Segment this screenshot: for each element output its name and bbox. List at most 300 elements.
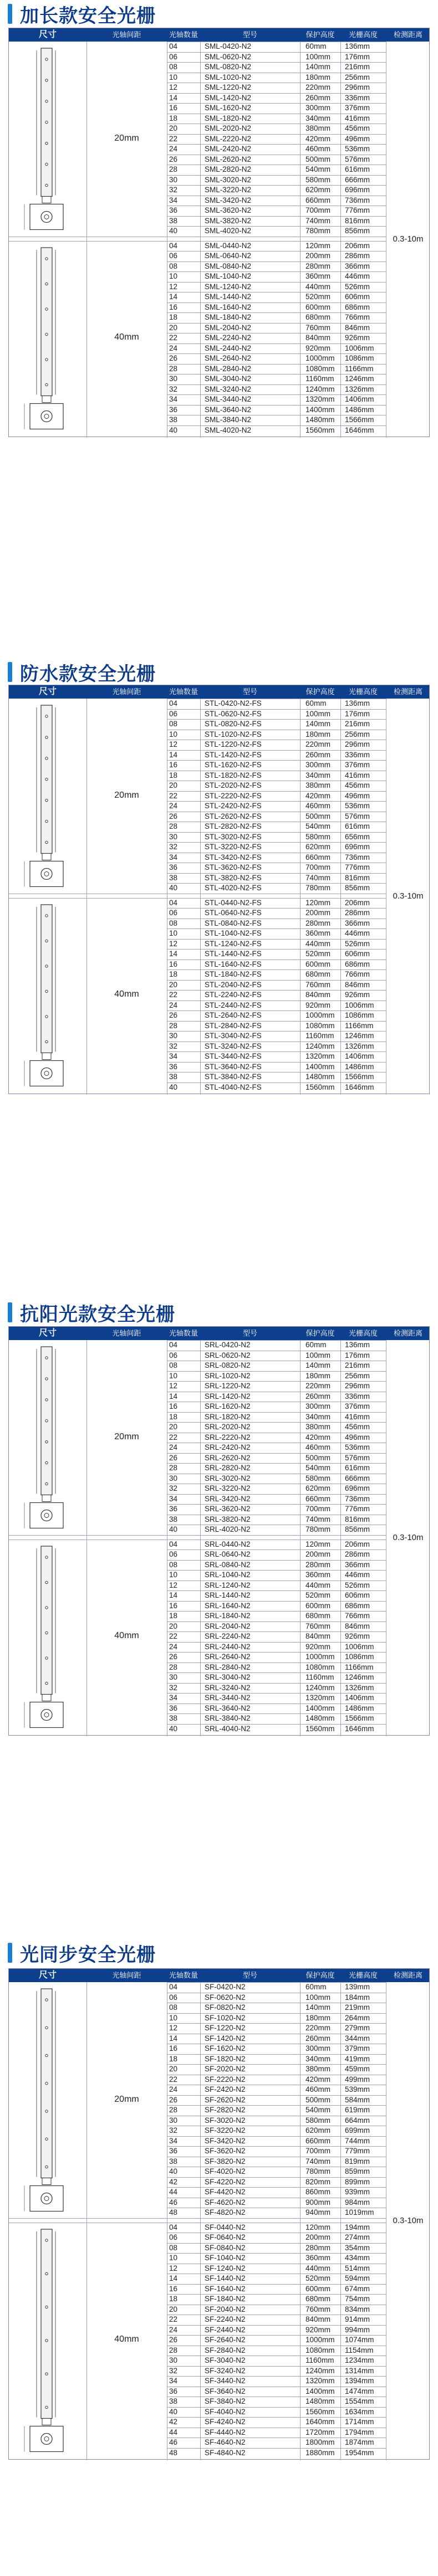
cell-total-height: 1246mm [345, 1673, 374, 1681]
cell-axis-count: 12 [169, 939, 178, 948]
cell-protect-height: 360mm [305, 1571, 331, 1579]
cell-model: STL-3640-N2-FS [205, 1062, 262, 1071]
cell-protect-height: 920mm [305, 1000, 331, 1009]
cell-total-height: 1154mm [345, 2346, 374, 2354]
cell-axis-count: 44 [169, 2428, 178, 2436]
cell-total-height: 296mm [345, 1382, 370, 1390]
cell-total-height: 616mm [345, 165, 370, 173]
cell-model: SML-0440-N2 [205, 241, 252, 250]
cell-axis-count: 16 [169, 302, 178, 311]
cell-axis-count: 34 [169, 1052, 178, 1060]
cell-model: SF-2220-N2 [205, 2075, 246, 2084]
cell-total-height: 1326mm [345, 1683, 374, 1692]
cell-axis-count: 36 [169, 2387, 178, 2395]
header-range: 检测距离 [393, 30, 422, 39]
cell-protect-height: 280mm [305, 2243, 331, 2252]
cell-model: STL-1040-N2-FS [205, 929, 262, 937]
cell-axis-count: 22 [169, 791, 178, 800]
header-range: 检测距离 [393, 1329, 422, 1337]
cell-axis-count: 08 [169, 720, 178, 728]
cell-model: SML-4020-N2 [205, 425, 252, 434]
cell-protect-height: 1320mm [305, 395, 335, 403]
cell-axis-count: 40 [169, 1525, 178, 1533]
cell-axis-count: 34 [169, 1694, 178, 1702]
cell-total-height: 984mm [345, 2198, 370, 2206]
cell-protect-height: 660mm [305, 196, 331, 204]
cell-protect-height: 420mm [305, 134, 331, 143]
table-row [9, 2064, 430, 2074]
cell-protect-height: 300mm [305, 1402, 331, 1410]
cell-protect-height: 120mm [305, 241, 331, 250]
cell-axis-count: 20 [169, 1621, 178, 1630]
cell-model: SML-3420-N2 [205, 196, 252, 204]
cell-model: STL-3440-N2-FS [205, 1052, 262, 1060]
cell-axis-count: 10 [169, 73, 178, 81]
cell-model: SF-3420-N2 [205, 2136, 246, 2145]
cell-axis-count: 12 [169, 282, 178, 291]
cell-model: SML-4020-N2 [205, 227, 252, 235]
cell-protect-height: 220mm [305, 740, 331, 748]
cell-total-height: 366mm [345, 261, 370, 270]
cell-total-height: 1246mm [345, 374, 374, 383]
cell-total-height: 686mm [345, 302, 370, 311]
cell-model: STL-3620-N2-FS [205, 863, 262, 871]
cell-protect-height: 1080mm [305, 364, 335, 373]
table-row [9, 2294, 430, 2304]
table-row [9, 2264, 430, 2274]
cell-model: SF-4420-N2 [205, 2188, 246, 2196]
cell-axis-count: 20 [169, 2305, 178, 2313]
table-row [9, 1041, 430, 1051]
pitch-label: 20mm [114, 133, 139, 143]
table-row [9, 898, 430, 908]
cell-protect-height: 60mm [305, 1341, 327, 1349]
cell-model: SML-1420-N2 [205, 93, 252, 102]
spec-table [8, 1326, 430, 1736]
table-row [9, 750, 430, 760]
cell-axis-count: 16 [169, 959, 178, 968]
cell-total-height: 256mm [345, 1371, 370, 1380]
cell-protect-height: 60mm [305, 699, 327, 707]
cell-model: SF-1440-N2 [205, 2274, 246, 2282]
cell-model: SRL-2220-N2 [205, 1433, 251, 1441]
table-row [9, 873, 430, 883]
cell-axis-count: 40 [169, 1724, 178, 1733]
header-count: 光轴数量 [169, 1971, 198, 1979]
cell-model: SRL-3020-N2 [205, 1474, 251, 1482]
table-row [9, 1494, 430, 1504]
cell-axis-count: 38 [169, 216, 178, 225]
table-row [9, 1422, 430, 1432]
table-row [9, 1683, 430, 1693]
table-row [9, 1412, 430, 1422]
cell-total-height: 176mm [345, 709, 370, 718]
cell-protect-height: 540mm [305, 2106, 331, 2114]
cell-protect-height: 660mm [305, 853, 331, 861]
cell-axis-count: 24 [169, 1642, 178, 1651]
cell-total-height: 274mm [345, 2233, 370, 2241]
cell-protect-height: 1080mm [305, 1662, 335, 1671]
cell-total-height: 1486mm [345, 1062, 374, 1071]
cell-total-height: 256mm [345, 730, 370, 738]
table-row [9, 2407, 430, 2417]
cell-model: SRL-3840-N2 [205, 1714, 251, 1722]
header-protect-height: 保护高度 [305, 30, 335, 39]
cell-protect-height: 620mm [305, 843, 331, 851]
table-row [9, 1031, 430, 1041]
cell-protect-height: 1800mm [305, 2438, 335, 2446]
cell-total-height: 666mm [345, 175, 370, 184]
cell-model: SRL-3820-N2 [205, 1515, 251, 1523]
section-title [8, 1299, 175, 1326]
cell-protect-height: 140mm [305, 63, 331, 71]
cell-total-height: 914mm [345, 2315, 370, 2323]
cell-axis-count: 04 [169, 1540, 178, 1548]
cell-model: SF-2620-N2 [205, 2095, 246, 2104]
cell-protect-height: 380mm [305, 124, 331, 132]
cell-total-height: 834mm [345, 2305, 370, 2313]
header-size: 尺寸 [38, 687, 57, 696]
pitch-label: 40mm [114, 2334, 139, 2344]
cell-model: SML-3640-N2 [205, 405, 252, 414]
cell-protect-height: 740mm [305, 216, 331, 225]
cell-protect-height: 540mm [305, 822, 331, 830]
cell-model: STL-0840-N2-FS [205, 918, 262, 927]
cell-model: SML-2620-N2 [205, 155, 252, 163]
cell-model: SF-2420-N2 [205, 2085, 246, 2093]
cell-model: SF-3620-N2 [205, 2147, 246, 2155]
cell-axis-count: 04 [169, 2223, 178, 2231]
cell-total-height: 1714mm [345, 2418, 374, 2426]
cell-protect-height: 1560mm [305, 1724, 335, 1733]
cell-model: SF-4220-N2 [205, 2177, 246, 2186]
title-accent-bar [8, 4, 12, 24]
table-header [9, 28, 429, 42]
cell-axis-count: 12 [169, 83, 178, 91]
cell-model: STL-0640-N2-FS [205, 909, 262, 917]
cell-protect-height: 500mm [305, 155, 331, 163]
table-row [9, 251, 430, 261]
cell-total-height: 584mm [345, 2095, 370, 2104]
cell-model: STL-0620-N2-FS [205, 709, 262, 718]
cell-axis-count: 20 [169, 1423, 178, 1431]
table-row [9, 83, 430, 93]
cell-total-height: 1086mm [345, 1011, 374, 1019]
cell-total-height: 656mm [345, 832, 370, 841]
cell-axis-count: 04 [169, 1983, 178, 1991]
cell-model: SF-1240-N2 [205, 2264, 246, 2272]
cell-protect-height: 1000mm [305, 1011, 335, 1019]
cell-axis-count: 10 [169, 929, 178, 937]
cell-protect-height: 260mm [305, 750, 331, 759]
cell-axis-count: 24 [169, 1000, 178, 1009]
cell-total-height: 416mm [345, 771, 370, 779]
table-row [9, 801, 430, 811]
cell-axis-count: 24 [169, 145, 178, 153]
cell-axis-count: 30 [169, 1673, 178, 1681]
cell-protect-height: 760mm [305, 1621, 331, 1630]
cell-protect-height: 1560mm [305, 1082, 335, 1091]
cell-total-height: 496mm [345, 134, 370, 143]
header-pitch: 光轴间距 [112, 687, 141, 696]
cell-model: SRL-1220-N2 [205, 1382, 251, 1390]
cell-model: SML-2220-N2 [205, 134, 252, 143]
cell-axis-count: 04 [169, 42, 178, 50]
cell-axis-count: 32 [169, 1683, 178, 1692]
table-row [9, 918, 430, 928]
cell-axis-count: 08 [169, 918, 178, 927]
cell-model: SRL-3240-N2 [205, 1683, 251, 1692]
cell-model: STL-1640-N2-FS [205, 959, 262, 968]
cell-model: SML-3020-N2 [205, 175, 252, 184]
cell-axis-count: 18 [169, 2054, 178, 2063]
cell-total-height: 296mm [345, 740, 370, 748]
cell-axis-count: 36 [169, 1062, 178, 1071]
cell-model: SF-2640-N2 [205, 2336, 246, 2344]
cell-model: SML-2040-N2 [205, 323, 252, 332]
table-row [9, 2335, 430, 2345]
table-row [9, 1611, 430, 1621]
cell-model: SRL-3420-N2 [205, 1494, 251, 1503]
cell-total-height: 416mm [345, 1412, 370, 1421]
cell-model: SRL-3440-N2 [205, 1694, 251, 1702]
pitch-label: 20mm [114, 790, 139, 800]
cell-total-height: 366mm [345, 918, 370, 927]
table-row [9, 1515, 430, 1525]
table-row [9, 2376, 430, 2386]
cell-protect-height: 420mm [305, 791, 331, 800]
cell-total-height: 456mm [345, 781, 370, 789]
cell-total-height: 219mm [345, 2003, 370, 2011]
cell-protect-height: 380mm [305, 781, 331, 789]
cell-model: SRL-4020-N2 [205, 1525, 251, 1533]
cell-protect-height: 440mm [305, 2264, 331, 2272]
cell-total-height: 446mm [345, 272, 370, 280]
table-row [9, 771, 430, 781]
cell-total-height: 376mm [345, 761, 370, 769]
header-count: 光轴数量 [169, 30, 198, 39]
cell-total-height: 1794mm [345, 2428, 374, 2436]
header-protect-height: 保护高度 [305, 1971, 335, 1979]
cell-total-height: 434mm [345, 2254, 370, 2262]
cell-protect-height: 740mm [305, 873, 331, 882]
table-row [9, 719, 430, 729]
cell-model: SRL-1620-N2 [205, 1402, 251, 1410]
cell-total-height: 536mm [345, 145, 370, 153]
cell-axis-count: 14 [169, 2274, 178, 2282]
cell-axis-count: 18 [169, 1412, 178, 1421]
cell-protect-height: 120mm [305, 898, 331, 907]
cell-total-height: 1406mm [345, 1694, 374, 1702]
cell-protect-height: 180mm [305, 73, 331, 81]
cell-axis-count: 32 [169, 843, 178, 851]
table-row [9, 1453, 430, 1463]
cell-axis-count: 06 [169, 1351, 178, 1359]
cell-model: STL-2640-N2-FS [205, 1011, 262, 1019]
cell-protect-height: 1080mm [305, 2346, 335, 2354]
table-row [9, 103, 430, 113]
cell-total-height: 1874mm [345, 2438, 374, 2446]
cell-axis-count: 24 [169, 2085, 178, 2093]
cell-model: SML-0620-N2 [205, 52, 252, 61]
cell-protect-height: 60mm [305, 42, 327, 50]
cell-protect-height: 180mm [305, 1371, 331, 1380]
table-row [9, 1351, 430, 1361]
cell-total-height: 1074mm [345, 2336, 374, 2344]
table-row [9, 261, 430, 271]
cell-total-height: 674mm [345, 2284, 370, 2293]
cell-model: SF-3240-N2 [205, 2366, 246, 2375]
cell-protect-height: 420mm [305, 2075, 331, 2084]
cell-axis-count: 14 [169, 950, 178, 958]
cell-total-height: 899mm [345, 2177, 370, 2186]
cell-protect-height: 100mm [305, 1993, 331, 2002]
cell-protect-height: 500mm [305, 812, 331, 820]
header-model: 型号 [242, 1971, 257, 1979]
table-row [9, 374, 430, 384]
cell-axis-count: 10 [169, 1571, 178, 1579]
table-row [9, 2305, 430, 2315]
cell-protect-height: 180mm [305, 730, 331, 738]
table-row [9, 2315, 430, 2324]
cell-protect-height: 260mm [305, 1392, 331, 1400]
cell-protect-height: 340mm [305, 114, 331, 122]
cell-axis-count: 18 [169, 313, 178, 321]
cell-total-height: 1166mm [345, 1662, 374, 1671]
table-row [9, 1672, 430, 1682]
table-row [9, 196, 430, 206]
cell-model: STL-4020-N2-FS [205, 884, 262, 892]
cell-protect-height: 700mm [305, 206, 331, 214]
cell-model: SRL-1020-N2 [205, 1371, 251, 1380]
cell-total-height: 354mm [345, 2243, 370, 2252]
cell-model: SML-2020-N2 [205, 124, 252, 132]
cell-axis-count: 16 [169, 1601, 178, 1610]
table-row [9, 1361, 430, 1371]
cell-total-height: 286mm [345, 252, 370, 260]
cell-model: SRL-4040-N2 [205, 1724, 251, 1733]
cell-protect-height: 840mm [305, 2315, 331, 2323]
cell-axis-count: 36 [169, 206, 178, 214]
cell-total-height: 1246mm [345, 1032, 374, 1040]
cell-axis-count: 46 [169, 2198, 178, 2206]
header-model: 型号 [242, 1329, 257, 1337]
table-row [9, 1463, 430, 1473]
section-title [8, 1939, 156, 1967]
cell-axis-count: 22 [169, 2075, 178, 2084]
detection-range: 0.3-10m [393, 2215, 424, 2225]
cell-model: STL-2240-N2-FS [205, 991, 262, 999]
cell-model: SRL-3040-N2 [205, 1673, 251, 1681]
cell-model: SRL-0440-N2 [205, 1540, 251, 1548]
cell-total-height: 1019mm [345, 2208, 374, 2216]
table-row [9, 1621, 430, 1631]
table-row [9, 1381, 430, 1391]
cell-axis-count: 20 [169, 980, 178, 989]
cell-protect-height: 760mm [305, 323, 331, 332]
cell-protect-height: 840mm [305, 991, 331, 999]
cell-axis-count: 34 [169, 196, 178, 204]
cell-axis-count: 18 [169, 970, 178, 978]
cell-protect-height: 780mm [305, 884, 331, 892]
cell-protect-height: 820mm [305, 2177, 331, 2186]
table-row [9, 709, 430, 719]
cell-protect-height: 1000mm [305, 1653, 335, 1661]
cell-model: SF-2040-N2 [205, 2305, 246, 2313]
cell-total-height: 446mm [345, 929, 370, 937]
cell-model: SF-0640-N2 [205, 2233, 246, 2241]
cell-model: SF-3640-N2 [205, 2387, 246, 2395]
product-section [0, 1939, 438, 2576]
cell-model: STL-1240-N2-FS [205, 939, 262, 948]
cell-axis-count: 06 [169, 1550, 178, 1558]
cell-axis-count: 32 [169, 186, 178, 194]
cell-protect-height: 780mm [305, 2167, 331, 2175]
cell-protect-height: 1240mm [305, 1683, 335, 1692]
cell-axis-count: 30 [169, 2356, 178, 2364]
cell-total-height: 856mm [345, 884, 370, 892]
table-row [9, 144, 430, 154]
cell-axis-count: 30 [169, 1032, 178, 1040]
cell-axis-count: 42 [169, 2418, 178, 2426]
cell-protect-height: 140mm [305, 2003, 331, 2011]
header-count: 光轴数量 [169, 1329, 198, 1337]
table-row [9, 1402, 430, 1412]
cell-protect-height: 1560mm [305, 2407, 335, 2416]
cell-protect-height: 1240mm [305, 384, 335, 393]
cell-protect-height: 1320mm [305, 2377, 335, 2385]
cell-total-height: 606mm [345, 293, 370, 301]
header-pitch: 光轴间距 [112, 1329, 141, 1337]
cell-model: SF-2440-N2 [205, 2325, 246, 2334]
cell-protect-height: 700mm [305, 863, 331, 871]
table-row [9, 853, 430, 863]
cell-axis-count: 28 [169, 822, 178, 830]
cell-axis-count: 30 [169, 2116, 178, 2125]
cell-axis-count: 12 [169, 1382, 178, 1390]
table-row [9, 175, 430, 185]
cell-model: SML-2820-N2 [205, 165, 252, 173]
cell-protect-height: 300mm [305, 104, 331, 112]
cell-total-height: 926mm [345, 333, 370, 342]
table-row [9, 1993, 430, 2003]
cell-axis-count: 22 [169, 333, 178, 342]
cell-axis-count: 06 [169, 52, 178, 61]
cell-model: SF-4240-N2 [205, 2418, 246, 2426]
cell-protect-height: 840mm [305, 1632, 331, 1640]
cell-axis-count: 28 [169, 1662, 178, 1671]
cell-model: SF-0840-N2 [205, 2243, 246, 2252]
cell-model: STL-1820-N2-FS [205, 771, 262, 779]
table-row [9, 241, 430, 251]
cell-total-height: 926mm [345, 1632, 370, 1640]
cell-model: SML-1240-N2 [205, 282, 252, 291]
cell-total-height: 446mm [345, 1571, 370, 1579]
table-row [9, 863, 430, 873]
table-row [9, 2223, 430, 2233]
cell-total-height: 499mm [345, 2075, 370, 2084]
section-title [8, 658, 156, 686]
cell-model: SML-1040-N2 [205, 272, 252, 280]
cell-model: SML-3040-N2 [205, 374, 252, 383]
cell-total-height: 536mm [345, 802, 370, 810]
table-row [9, 353, 430, 363]
table-row [9, 1010, 430, 1020]
cell-axis-count: 28 [169, 364, 178, 373]
cell-model: SF-1820-N2 [205, 2054, 246, 2063]
table-row [9, 302, 430, 312]
cell-model: SF-2020-N2 [205, 2065, 246, 2073]
